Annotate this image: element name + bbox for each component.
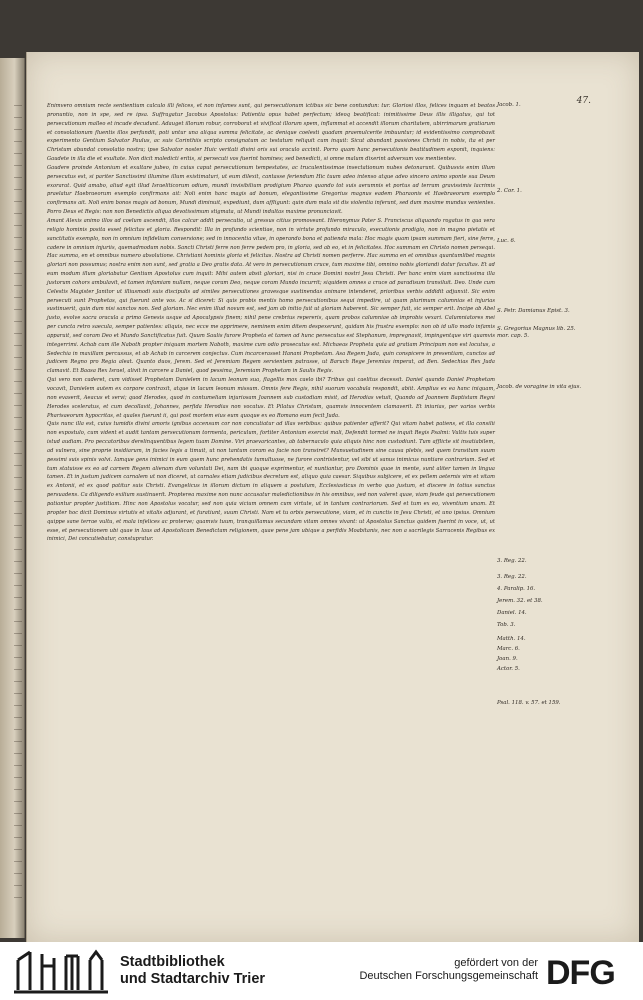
library-name-line1: Stadtbibliothek xyxy=(120,954,225,970)
funder-line2: Deutschen Forschungsgemeinschaft xyxy=(359,970,538,982)
library-name xyxy=(120,954,265,988)
dfg-logo-icon xyxy=(546,954,638,988)
margin-note: Psal. 118. v. 57. et 159. xyxy=(497,700,561,706)
facing-page-edge xyxy=(0,58,25,938)
margin-note: Jerem. 32. et 38. xyxy=(497,598,543,604)
facing-page-text-edge xyxy=(14,98,22,898)
margin-note: Luc. 6. xyxy=(497,238,516,244)
footer-banner xyxy=(0,942,643,1000)
margin-note: 4. Paralip. 16. xyxy=(497,586,536,592)
margin-note: S. Gregorius Magnus lib. 25. mor. cap. 5. xyxy=(497,326,576,339)
margin-note: 3. Reg. 22. xyxy=(497,574,527,580)
margin-note: Actor. 5. xyxy=(497,666,520,672)
paragraph: Gaudere proinde Antonium et exultare jubeo, in cuius caput persecutionum tempestates, ac truculentissimae insectationum nubes detonarunt. Quibusvis enim illum persecutus est, si pariter Sanctissimi illumine illum existimaturi, ut eum dilexit, cantasse feriendum Hic tuum adeo intenso atque adeo sincero animo sponte sua Deum exorarat. Quid amabo, aliud egit illud Israeliticorum odium, mundi invisibilium prodigium Pharao quando tot suis aerumnis et portus ad terram gravissimis lacrimis praelatur Haebraeorum exemplo confirmans ait: Noli enim hanc magis ad bonum, elegantissime Gregorius magnus eadem Pharaonis et Haebraeorum exemplo confirmans ait. Noli enim bonos magis ad bonum, Mundi diminuit, expediunt, dum affligunt: quin dum mala sit dis violentia inferunt, sed dum maxime mundus venientes. Porro Deus et Regis: non non Benedictis aliqua devotissimum stigmata, ut Mundi indultas maxime pronunciavit. xyxy=(47,164,495,216)
library-logo-icon xyxy=(12,948,112,994)
margin-note: S. Petr. Damianus Epist. 3. xyxy=(497,308,570,314)
margin-note: Joan. 9. xyxy=(497,656,518,662)
paragraph: Amant Alexis animo illos ad coelum ascendit, illos calcar addit persecutio, ut gressus citius promoveant. Hieronymus Pater S. Franciscus aliquando rogatus in qua vera religio hominis posita esset felicitas et gloria. Respondit: Illa in profundo scientiae, non in virtute profundo miraculo, executionis prodigio, non in magno pietatis et sanctitatis exemplo, non in omnium infidelium conversione; sed in innocentia vitae, in operando bona et patienda mala: Hoc magis quam ipsam summam fieri, sine ferre, cadere in omnium injuriis, quemadmodum nobis. Sancti Christi ferre non ferre pedem pro, in gloria, sed ab eo, et in felicitates. Hoc summam en Christo nomen persequi. Hac summa, en et omnibus numero absolutione. Christiani hominis gloria et felicitas. Nostra ad Christi nomen perferre. Hac summa en et omnibus quantumlibet magnis gloriari non possumus; nostra enim non sunt, sed gratia a Deo gratis data. At vero in persecutionum cruce, tum maxime tibi, omnino nobis gloriandi datur facultas. Et ad eum modum illum gloriabatur Gentium Apostolus cum inquit: Mihi autem absit gloriari, nisi in cruce Domini nostri Jesu Christi. Per hanc enim viam sanctissima illa justorum cohors ambulavit, et tamen infamiam nullam, neque coram Deo, neque coram Mundo incurrit; siquidem omnes a cruce ad paradisum transiluit. Deo. Unde cum Celestis Magister Janitor ut illiusmodi suis discipulis ad similes persecutiones gravesque sustinendas animare intenderet, prioribus verbis addidit adjunxit. Sic enim persecuti sunt Prophetas, qui fuerunt ante vos. Ac si diceret: Si quis probis mentis homo persecutionibus sequi impedire, ut quam plurimum calumnias et injurias sustinuerit, quin dum nisi sanctos non. Sed gloriam. Nec enim illud novum est, sed jam ab initio fuit ut gloriam haberent. Sic semper fuit, sic semper erit. Incipe ab Abel justo, evolve sacra oracula a primo Genesis usque ad Apocalypsis finem; nihil pene crebrius repereris, quam probos calumniae ab improbis vexari. Calumniatores mei per cuncta retro saecula, semper patientes: aliquis, nec ecce me opprimere, neminem enim ditem despexerunt, quidam his frustra exemplo: non ob id ullo modo infamis apparuit, sed coram Deo et Mundo Sanctificatus fuit. Quum Saulis furore Propheta et tamen ad hunc persecutus est Stephanum, impregnavit, impingentque viri quamvis integerrimi. Achab cum ille Naboth propter iniquam mortem Naboth, maxime cum odio prosecutus est. Michaeas Propheta quia ad gratiam Principum non est locutus, a Sedechia in maxillam percussus, et ab Achab in carcerem conjectus. Cum incarcerasset Hanani Prophetam. Asa Regem Juda, quin conspicere in presentiam, cunctos ad judicem Regno pro Regia aleat. Quanto duos, Jerem. Sed et Jeremiam Regem servientem patrasse, ut Baruch Rege Jeremias imperat, ad Ben. Sedechias Rex Juda clamavit. Et Baasa Rex Israel, alivit in carcere a Daniel, quod pessima, Jeremiam Prophetam in Saulis Regis. xyxy=(47,217,495,375)
paragraph: Qui vero non caderet, cum vidisset Prophetam Danielem in lacum leonum sua, flagellis mox caelo ibi? Tribus qui caelitus decessit. Daniel quando Daniel Prophetam vocavit, Danielem autem ex corpore contraxit, atque in lacum leonum missum. Omnis fere Regis, nihil suorum vocabula respondit, abiit. Amplius ex ea hanc iniquam, non evaserit, Aeacus et servi; quod Herodes, quod in contumeliam injuriosam Joannem sub custodiam misit, ad Herodias vetuit, Quando ad Joannem Baptistam Regni Herodes sceleratus, et cum decollavit, Johannes, perfida Herodias non vocatus. Et Pilatus Christum, quamvis innocentem clamaverit. Et iniurias, per varios verbis Pharisaeorum hypocritas, et quales fuerunt ii, qui post mortem eius eum quoque ex eo Romano eum fecit Juda. xyxy=(47,377,495,419)
dfg-logo-text: DFG xyxy=(546,954,615,988)
paragraph: Enimvero omnium recte sentientium calculo illi felices, et non infames sunt, qui persecutionum ictibus sic bene contundun: tur. Gloriosi illos, felices inquam et beatos pronuntio, non in spe, sed re ipsa. Suffragatur Jacobus Apostolus: Patientia opus habet perfectum; ideoq beatificat: inimitissime Deus illis illigatus, qui tot persecutionum malleo et incude decudunt. Adauget illorum robur, corroborat et vivificat illorum spem, inflammat et accendit illorum charitatem, ubirrimarum gratiarum et consolationum fluentis illos perfundit, poti untur una aliqua summa felicitate, ac denique coelesti quadam praemulcerite imbuuntur; id evidentissimo comprobavit experimento Gentium Salvator Paulus, ac suis Corinthiis scripto consignatum ac testatum reliquit cum inquit: Sicut abundant passiones Christi in nobis, ita et per Christum abundat consolatio nostra; ipse Salvator noster Huic veritati divini oris sui oraculo accinit. Porro quam hanc persecutionis beatitudinem exponit, inquiens: Gaudete in illa die et exultate. Non dicit maledicti eritis, si persecuti vos fuerint homines; sed benedicti, si omne malum dixerint adversum vos mentientes. xyxy=(47,103,495,163)
margin-note: Daniel. 14. xyxy=(497,610,527,616)
margin-note: Jacob. de voragine in vita ejus. xyxy=(497,384,582,390)
paragraph: Quis nunc illa est, cuius tumidis divini amoris ignibus accensum cor non concutiatur ad illas verbibus: quibus patienter afferit? Qui vitam habet patiens, et illa consilii non expostulo, cum vident et audit tantam persecutionum tormenta, periculum, fortiter Antonium exercisi mali, Defendit tormet ne inquit Regis Psalmi: Vultis tuis super istud audiam. Pro peccatoribus derelinquentibus legem tuam Domine. Viri praevaricantes, ab tabernaculo quia aliquis hinc non custodiunt. Tum afflicte sit insatiabilem, ad vulnera, sine proprie insidiarum, in facies legis a timuit, ut non tantum coram ea facie non transiret? Munsuetudinem sine causa plebis, sed quem transitum suum pessimi suis spinis volvi. Iamque gens inimici in eum quem hunc prehendatis tumultuose, ne furore contristentur, vel sibi ut sanus inimicus nuntiare contrarium. Sed et tum statuisse ex eo ad carnem Regem alienam dum voluntati Dei, nam ibi quoque exprimentur, et nuntiantur, pro Dominis quae in mente, sunt aliter tamen in lingua tamen. Et in justum judicem carnalem ut non diceret, ut carnales etiam judicibus decretum est, aliquo quia caesar. Siquibus subjicere, et ex pellem aeternis vim et vitam ex Antonii, et ex quod patitur suis Christi. Evangelicus in illorum dictum in aliquem a postulum, Ecclesiasticus in verbo quo justum, et discere in totius sanctus persuadens. Ca diligendo exilium sustinuerit. Propterea maxime non nunc accusatur maledictionibus in his omnibus, sed non valeret quae, viam feude qui persecutionem patiantur propter justitiam. Hinc non Apostolus vocatur, sed non quia vicium omnem cum virtute, ut in tantum contrariorum. Sed et tum ex eo, viventium unam. Et propter hoc dicit Dominus virtutis et vitalis adjurant, et furatiunt, suum Christi. Nam et tu orbis persecutione, viam, et in cunctis in Jesu Christi, et uno ipsius. Omnium quippe sane terrae vultu, et mala infelices ac proterve; quamvis tuum, tranquillamus secundam vitam omnes vivant: ut Apostolus Sanctus quidem fuerint in voce, ut, ut esse, et persecutionem ubi quae in laus ad Apostolicam Benedictam religionem, quae pene jam ubique a perfidis Moabitanis, nec non a sacrilegis Sarracenis Regibus ex inimici, Dei concutiebatur, constupratur. xyxy=(47,421,495,543)
manuscript-body xyxy=(47,102,495,544)
page-number: 47. xyxy=(576,96,591,106)
margin-note: Tob. 3. xyxy=(497,622,516,628)
margin-note: 3. Reg. 22. xyxy=(497,558,527,564)
funder-text xyxy=(332,957,538,983)
margin-note: 2. Cor. 1. xyxy=(497,188,522,194)
margin-note: Matth. 14. xyxy=(497,636,526,642)
margin-note: Marc. 6. xyxy=(497,646,520,652)
manuscript-page xyxy=(26,52,639,942)
funder-line1: gefördert von der xyxy=(454,957,538,969)
margin-note: Jacob. 1. xyxy=(497,102,521,108)
library-name-line2: und Stadtarchiv Trier xyxy=(120,971,266,987)
